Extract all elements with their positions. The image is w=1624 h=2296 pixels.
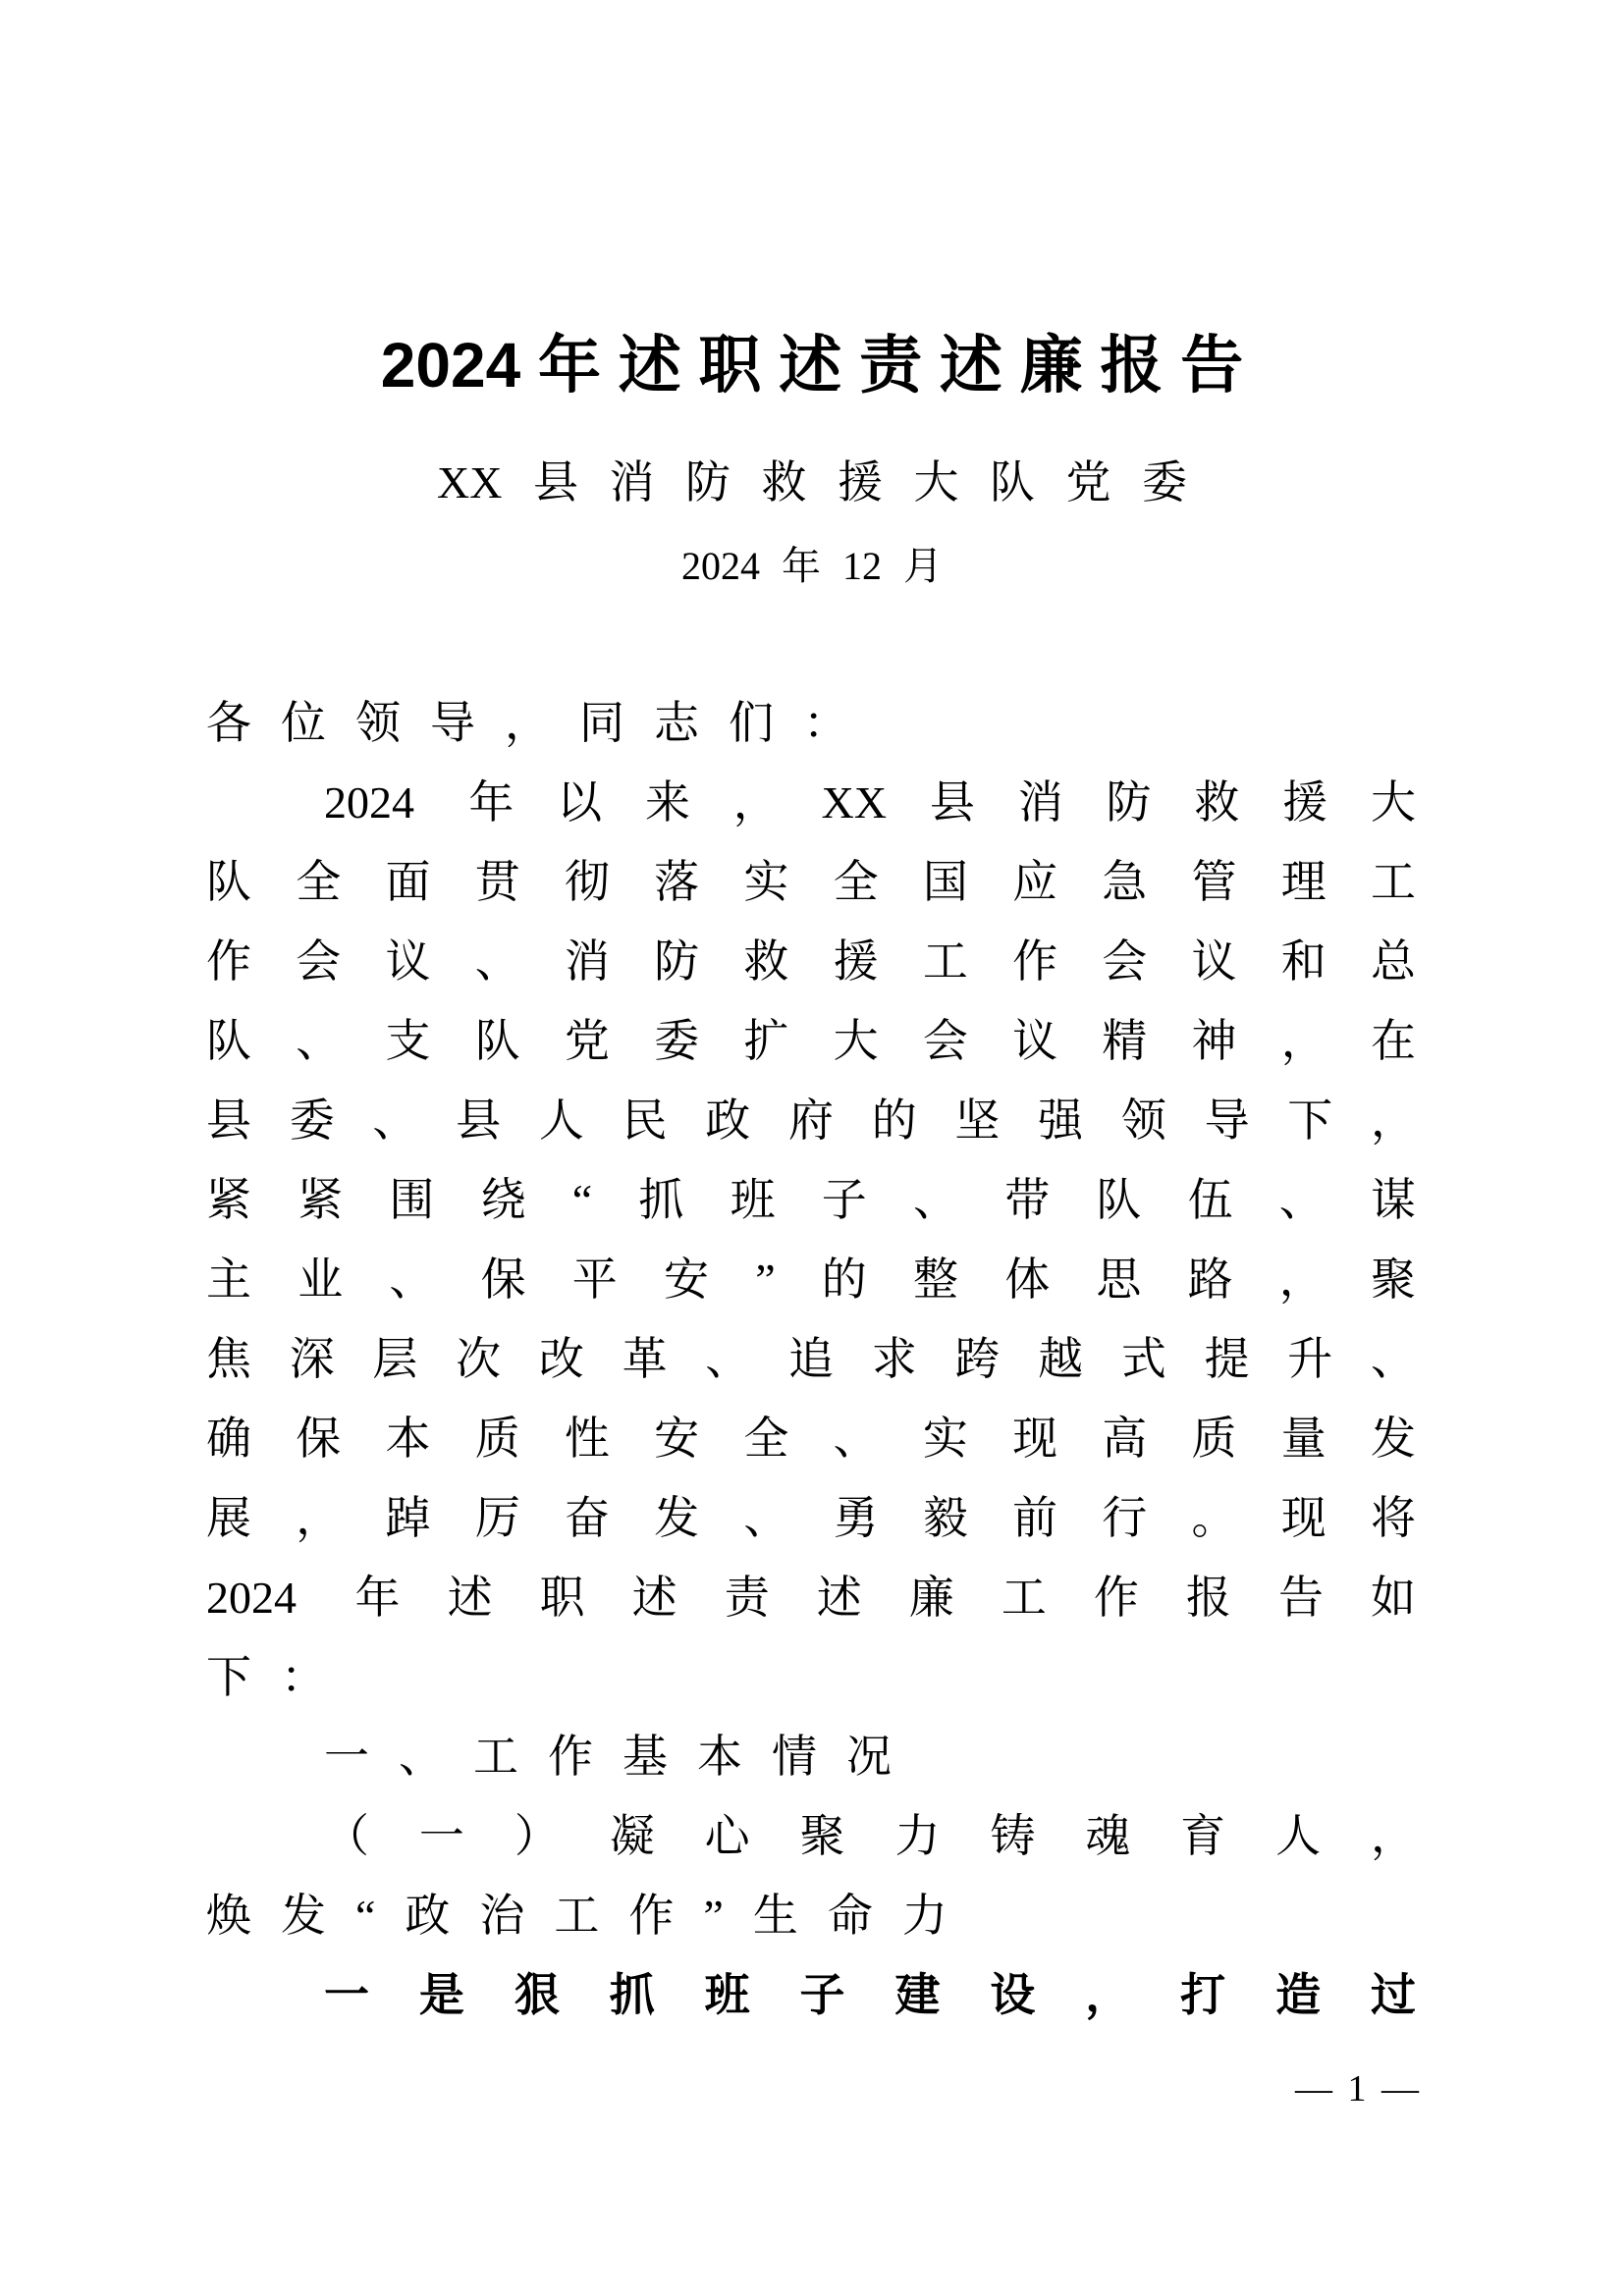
section-heading: 一、工作基本情况	[324, 1732, 921, 1782]
subsection-heading-line-2: 焕发“政治工作”生命力	[206, 1891, 977, 1941]
paragraph-line: 紧紧围绕“抓班子、带队伍、谋	[206, 1175, 1416, 1225]
paragraph-line: 2024 年以来，XX县消防救援大	[324, 777, 1416, 828]
salutation-line: 各位领导，同志们：	[206, 698, 878, 748]
paragraph-line: 焦深层次改革、追求跨越式提升、	[206, 1334, 1416, 1384]
paragraph-line: 确保本质性安全、实现高质量发	[206, 1414, 1416, 1464]
bold-point-line: 一是狠抓班子建设，打造过	[324, 1969, 1416, 2020]
subsection-heading-line-1: （一）凝心聚力铸魂育人，	[324, 1811, 1416, 1861]
document-author: XX 县 消 防 救 援 大 队 党 委	[437, 457, 1187, 507]
paragraph-line: 作会议、消防救援工作会议和总	[206, 936, 1416, 987]
paragraph-line: 展，踔厉奋发、勇毅前行。现将	[206, 1493, 1416, 1543]
paragraph-line: 队、支队党委扩大会议精神，在	[206, 1016, 1416, 1066]
page-number: — 1 —	[1295, 2068, 1419, 2109]
document-title: 2024 年 述 职 述 责 述 廉 报 告	[380, 330, 1244, 400]
document-date: 2024 年 12 月	[681, 544, 943, 588]
paragraph-line: 队全面贯彻落实全国应急管理工	[206, 857, 1416, 907]
paragraph-line: 2024 年述职述责述廉工作报告如	[206, 1573, 1416, 1623]
paragraph-line: 主业、保平安”的整体思路，聚	[206, 1255, 1416, 1305]
paragraph-line: 县委、县人民政府的坚强领导下，	[206, 1095, 1416, 1146]
paragraph-line: 下：	[206, 1652, 355, 1702]
document-body	[206, 683, 1416, 2035]
